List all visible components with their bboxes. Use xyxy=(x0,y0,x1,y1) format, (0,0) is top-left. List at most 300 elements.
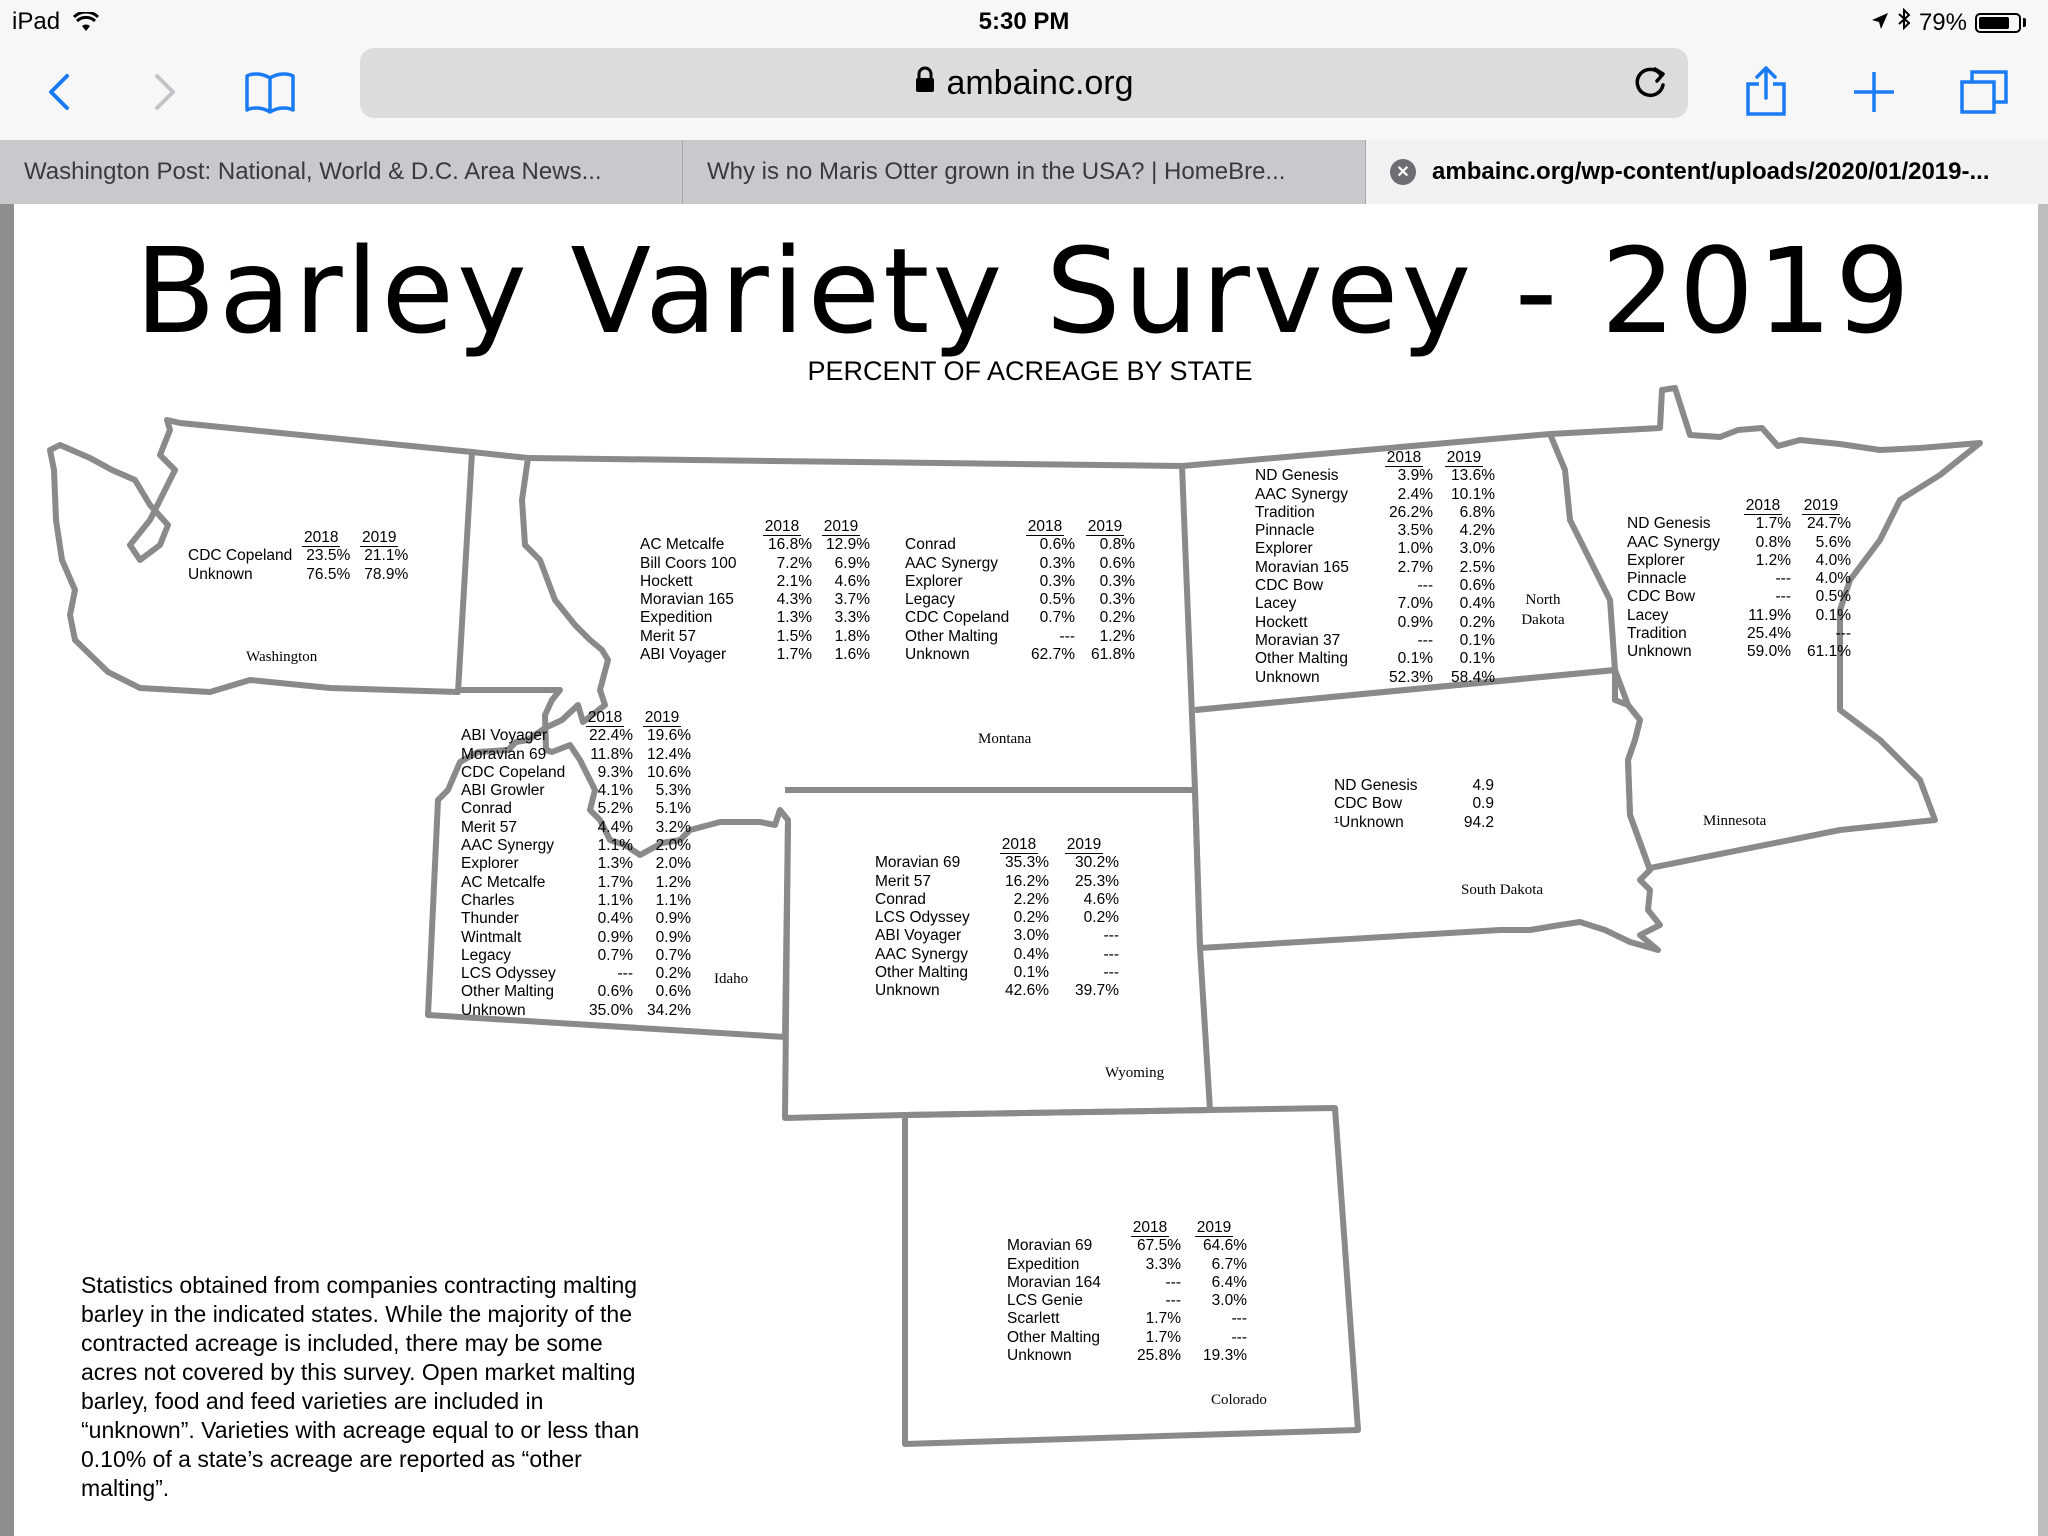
table-north-dakota xyxy=(1255,449,1495,687)
acreage-value: 19.3% xyxy=(1203,1347,1247,1365)
acreage-value: 64.6% xyxy=(1203,1237,1247,1255)
year-header: 2019 xyxy=(1196,1219,1232,1236)
table-row xyxy=(188,566,408,584)
acreage-value: 1.3% xyxy=(776,609,812,627)
year-header: 2018 xyxy=(1132,1219,1168,1236)
variety-name: Moravian 164 xyxy=(1007,1273,1101,1291)
table-row xyxy=(461,782,691,800)
acreage-value: 1.8% xyxy=(834,627,870,645)
variety-name: AC Metcalfe xyxy=(640,536,725,554)
table-row xyxy=(875,854,1119,872)
acreage-value: 0.9% xyxy=(597,928,633,946)
table-montana-left xyxy=(640,518,870,664)
acreage-value: 35.0% xyxy=(589,1001,633,1019)
variety-name: Unknown xyxy=(1255,668,1320,686)
table-row xyxy=(1627,570,1851,588)
acreage-value: 1.2% xyxy=(1099,627,1135,645)
acreage-value: 4.6% xyxy=(834,572,870,590)
variety-name: Unknown xyxy=(1627,643,1692,661)
table-montana-right xyxy=(905,518,1135,664)
close-tab-icon[interactable]: ✕ xyxy=(1390,159,1416,185)
year-header: 2019 xyxy=(1803,497,1839,514)
acreage-value: 1.1% xyxy=(655,891,691,909)
acreage-value: 52.3% xyxy=(1389,668,1433,686)
state-label-minnesota: Minnesota xyxy=(1703,813,1767,829)
variety-name: CDC Bow xyxy=(1627,588,1696,606)
acreage-value: 35.3% xyxy=(1005,854,1049,872)
variety-name: Thunder xyxy=(461,910,519,928)
acreage-value: 1.7% xyxy=(1145,1310,1181,1328)
acreage-value: --- xyxy=(1103,964,1119,982)
year-header: 2018 xyxy=(1027,518,1063,535)
acreage-value: 3.5% xyxy=(1397,522,1433,540)
acreage-value: 5.1% xyxy=(655,800,691,818)
acreage-value: 0.9% xyxy=(655,928,691,946)
state-label-wyoming: Wyoming xyxy=(1105,1065,1165,1081)
variety-name: Scarlett xyxy=(1007,1310,1060,1328)
acreage-value: 24.7% xyxy=(1807,515,1851,533)
table-row xyxy=(1007,1329,1247,1347)
variety-name: Unknown xyxy=(875,982,940,1000)
state-label-colorado: Colorado xyxy=(1211,1392,1267,1408)
variety-name: Moravian 69 xyxy=(1007,1237,1093,1255)
variety-name: Hockett xyxy=(1255,613,1308,631)
page-subtitle: PERCENT OF ACREAGE BY STATE xyxy=(807,356,1253,386)
year-header: 2018 xyxy=(1001,836,1037,853)
variety-table xyxy=(905,518,1135,664)
acreage-value: 1.3% xyxy=(597,855,633,873)
variety-name: ND Genesis xyxy=(1627,515,1711,533)
variety-name: AAC Synergy xyxy=(1627,533,1721,551)
year-header-row xyxy=(875,836,1119,854)
acreage-value: 0.1% xyxy=(1459,650,1495,668)
acreage-value: 16.8% xyxy=(768,536,812,554)
state-label-washington: Washington xyxy=(246,649,318,665)
year-header: 2018 xyxy=(304,529,339,546)
variety-name: Explorer xyxy=(461,855,519,873)
table-row xyxy=(1627,552,1851,570)
variety-table xyxy=(1007,1219,1247,1365)
acreage-value: 2.2% xyxy=(1013,890,1049,908)
variety-name: Legacy xyxy=(461,946,511,964)
acreage-value: 0.2% xyxy=(655,965,691,983)
acreage-value: 30.2% xyxy=(1075,854,1119,872)
acreage-value: 0.2% xyxy=(1013,909,1049,927)
variety-name: Wintmalt xyxy=(461,928,522,946)
table-row xyxy=(461,837,691,855)
table-row xyxy=(461,727,691,745)
table-row xyxy=(1007,1310,1247,1328)
table-row xyxy=(905,628,1135,646)
table-row xyxy=(461,855,691,873)
year-header: 2019 xyxy=(644,709,680,726)
acreage-value: 23.5% xyxy=(306,547,351,565)
variety-name: Moravian 69 xyxy=(461,745,547,763)
acreage-value: 0.5% xyxy=(1039,591,1075,609)
table-row xyxy=(461,892,691,910)
variety-name: Merit 57 xyxy=(640,627,696,645)
table-row xyxy=(1627,643,1851,661)
variety-name: Explorer xyxy=(905,572,963,590)
table-row xyxy=(905,555,1135,573)
table-row xyxy=(905,646,1135,664)
acreage-value: 59.0% xyxy=(1747,643,1791,661)
variety-name: Tradition xyxy=(1627,625,1687,643)
variety-name: Expedition xyxy=(1007,1255,1080,1273)
acreage-value: 61.8% xyxy=(1091,646,1135,664)
tab-label: ambainc.org/wp-content/uploads/2020/01/2019-... xyxy=(1432,158,1990,185)
acreage-value: 4.0% xyxy=(1815,551,1851,569)
table-row xyxy=(905,573,1135,591)
table-row xyxy=(188,547,408,565)
acreage-value: --- xyxy=(1775,570,1791,588)
variety-table xyxy=(640,518,870,664)
table-row xyxy=(1334,777,1494,795)
variety-name: CDC Bow xyxy=(1255,577,1324,595)
acreage-value: 2.1% xyxy=(776,572,812,590)
year-header: 2019 xyxy=(362,529,397,546)
url-text: ambainc.org xyxy=(946,63,1134,102)
acreage-value: 2.7% xyxy=(1397,558,1433,576)
variety-name: Hockett xyxy=(640,572,693,590)
acreage-value: 0.8% xyxy=(1099,536,1135,554)
variety-name: Conrad xyxy=(461,800,512,818)
table-row xyxy=(461,819,691,837)
acreage-value: 3.9% xyxy=(1397,467,1433,485)
acreage-value: 4.3% xyxy=(776,591,812,609)
acreage-value: 7.2% xyxy=(776,554,812,572)
year-header: 2019 xyxy=(1087,518,1123,535)
footnote-text: Statistics obtained from companies contracting malting barley in the indicated states. While the majority of the contracted acreage is included, there may be some acres not covered by this survey. Open market malting barley, food and feed varieties are included in “unknown”. Varieties with acreage equal to or less than 0.10% of a state’s acreage are reported as “other malting”. xyxy=(81,1272,640,1501)
acreage-value: --- xyxy=(1165,1292,1181,1310)
table-idaho xyxy=(461,709,691,1020)
table-row xyxy=(875,927,1119,945)
acreage-value: 4.0% xyxy=(1815,570,1851,588)
acreage-value: 0.2% xyxy=(1459,613,1495,631)
table-washington xyxy=(188,529,408,584)
acreage-value: 1.0% xyxy=(1397,540,1433,558)
acreage-value: 4.1% xyxy=(597,782,633,800)
variety-name: Other Malting xyxy=(1255,650,1349,668)
variety-name: CDC Bow xyxy=(1334,795,1403,813)
variety-name: Unknown xyxy=(1007,1347,1072,1365)
table-row xyxy=(1334,814,1494,832)
acreage-value: 42.6% xyxy=(1005,982,1049,1000)
acreage-value: 5.6% xyxy=(1815,533,1851,551)
variety-name: Lacey xyxy=(1255,595,1297,613)
table-row xyxy=(875,946,1119,964)
page-title: Barley Variety Survey - 2019 xyxy=(134,222,1914,360)
variety-name: Unknown xyxy=(905,646,970,664)
acreage-value: 0.2% xyxy=(1099,609,1135,627)
variety-name: Pinnacle xyxy=(1255,522,1315,540)
acreage-value: 4.4% xyxy=(597,818,633,836)
variety-name: Other Malting xyxy=(905,627,999,645)
table-row xyxy=(1255,595,1495,613)
acreage-value: 0.6% xyxy=(1039,536,1075,554)
acreage-value: 7.0% xyxy=(1397,595,1433,613)
table-row xyxy=(1255,669,1495,687)
tab-label: Why is no Maris Otter grown in the USA? | HomeBre... xyxy=(707,158,1286,185)
variety-name: Pinnacle xyxy=(1627,570,1687,588)
acreage-value: 13.6% xyxy=(1451,467,1495,485)
variety-name: ABI Voyager xyxy=(640,646,727,664)
acreage-value: 0.1% xyxy=(1013,964,1049,982)
variety-name: Expedition xyxy=(640,609,713,627)
year-header-row xyxy=(1627,497,1851,515)
table-row xyxy=(461,965,691,983)
acreage-value: --- xyxy=(1417,577,1433,595)
table-row xyxy=(1255,614,1495,632)
acreage-value: 19.6% xyxy=(647,727,691,745)
acreage-value: 6.4% xyxy=(1211,1273,1247,1291)
variety-name: Moravian 37 xyxy=(1255,631,1341,649)
acreage-value: 11.9% xyxy=(1748,606,1791,624)
table-row xyxy=(640,591,870,609)
table-wyoming xyxy=(875,836,1119,1001)
acreage-value: 0.4% xyxy=(597,910,633,928)
state-label-montana: Montana xyxy=(978,731,1032,747)
acreage-value: 1.7% xyxy=(776,646,812,664)
variety-name: Bill Coors 100 xyxy=(640,554,737,572)
year-header: 2019 xyxy=(1066,836,1102,853)
acreage-value: 3.3% xyxy=(1145,1255,1181,1273)
acreage-value: 10.1% xyxy=(1451,485,1495,503)
state-label-south-dakota: South Dakota xyxy=(1461,882,1544,898)
acreage-value: 58.4% xyxy=(1451,668,1495,686)
acreage-value: 0.1% xyxy=(1397,650,1433,668)
acreage-value: 67.5% xyxy=(1137,1237,1181,1255)
acreage-value: 0.3% xyxy=(1099,572,1135,590)
variety-name: Lacey xyxy=(1627,606,1669,624)
table-row xyxy=(640,628,870,646)
acreage-value: 0.6% xyxy=(655,983,691,1001)
year-header: 2019 xyxy=(823,518,859,535)
table-row xyxy=(461,764,691,782)
variety-name: ABI Voyager xyxy=(461,727,548,745)
acreage-value: --- xyxy=(1059,627,1075,645)
table-row xyxy=(1007,1256,1247,1274)
year-header-row xyxy=(1007,1219,1247,1237)
table-row xyxy=(1255,486,1495,504)
device-name: iPad xyxy=(12,8,61,35)
acreage-value: 0.6% xyxy=(1099,554,1135,572)
table-row xyxy=(905,591,1135,609)
table-row xyxy=(875,891,1119,909)
table-row xyxy=(461,929,691,947)
table-row xyxy=(1627,588,1851,606)
table-row xyxy=(905,609,1135,627)
acreage-value: --- xyxy=(1103,927,1119,945)
table-row xyxy=(640,555,870,573)
year-header-row xyxy=(461,709,691,727)
variety-name: Unknown xyxy=(461,1001,526,1019)
acreage-value: 61.1% xyxy=(1807,643,1851,661)
table-row xyxy=(461,1002,691,1020)
variety-name: CDC Copeland xyxy=(461,763,566,781)
acreage-value: 22.4% xyxy=(589,727,633,745)
year-header-row xyxy=(1255,449,1495,467)
variety-name: Conrad xyxy=(905,536,956,554)
acreage-value: --- xyxy=(1417,631,1433,649)
acreage-value: --- xyxy=(1835,625,1851,643)
year-header: 2018 xyxy=(587,709,623,726)
variety-name: AAC Synergy xyxy=(461,837,555,855)
acreage-value: 2.5% xyxy=(1459,558,1495,576)
table-row xyxy=(1007,1347,1247,1365)
acreage-value: 4.9 xyxy=(1472,777,1494,794)
acreage-value: 11.8% xyxy=(590,745,633,763)
table-row xyxy=(461,874,691,892)
variety-name: Merit 57 xyxy=(875,872,931,890)
table-minnesota xyxy=(1627,497,1851,662)
acreage-value: 0.9 xyxy=(1472,795,1494,813)
table-row xyxy=(1627,625,1851,643)
table-row xyxy=(1007,1274,1247,1292)
table-row xyxy=(1627,534,1851,552)
table-row xyxy=(1255,559,1495,577)
tab-label: Washington Post: National, World & D.C. Area News... xyxy=(24,158,602,185)
variety-name: Charles xyxy=(461,891,515,909)
acreage-value: 25.8% xyxy=(1137,1347,1181,1365)
variety-name: ND Genesis xyxy=(1334,777,1418,794)
table-row xyxy=(640,536,870,554)
variety-name: CDC Copeland xyxy=(188,547,293,565)
acreage-value: 0.1% xyxy=(1815,606,1851,624)
variety-name: Unknown xyxy=(188,565,253,583)
variety-table xyxy=(188,529,408,584)
variety-name: ND Genesis xyxy=(1255,467,1339,485)
acreage-value: 0.7% xyxy=(655,946,691,964)
acreage-value: --- xyxy=(1775,588,1791,606)
state-label-north-dakota: North Dakota xyxy=(1521,592,1565,628)
acreage-value: 10.6% xyxy=(647,763,691,781)
variety-name: AAC Synergy xyxy=(1255,485,1349,503)
acreage-value: 1.7% xyxy=(597,873,633,891)
table-row xyxy=(640,646,870,664)
table-row xyxy=(461,910,691,928)
variety-table xyxy=(1255,449,1495,687)
variety-name: AAC Synergy xyxy=(875,945,969,963)
table-row xyxy=(640,609,870,627)
acreage-value: 2.0% xyxy=(655,855,691,873)
acreage-value: 2.4% xyxy=(1397,485,1433,503)
table-row xyxy=(1007,1292,1247,1310)
acreage-value: 94.2 xyxy=(1463,813,1494,831)
acreage-value: 4.2% xyxy=(1459,522,1495,540)
acreage-value: 0.1% xyxy=(1459,631,1495,649)
variety-name: AC Metcalfe xyxy=(461,873,546,891)
acreage-value: 6.9% xyxy=(834,554,870,572)
acreage-value: 16.2% xyxy=(1005,872,1049,890)
variety-table xyxy=(875,836,1119,1001)
variety-name: LCS Odyssey xyxy=(875,909,970,927)
variety-name: Moravian 165 xyxy=(1255,558,1349,576)
acreage-value: 25.4% xyxy=(1747,625,1791,643)
acreage-value: 1.7% xyxy=(1145,1328,1181,1346)
year-header: 2019 xyxy=(1446,449,1482,466)
acreage-value: 26.2% xyxy=(1389,503,1433,521)
variety-name: ABI Growler xyxy=(461,782,545,800)
acreage-value: 0.5% xyxy=(1815,588,1851,606)
acreage-value: 9.3% xyxy=(597,763,633,781)
variety-name: LCS Odyssey xyxy=(461,965,556,983)
acreage-value: 0.3% xyxy=(1039,554,1075,572)
table-row xyxy=(875,873,1119,891)
acreage-value: 0.6% xyxy=(1459,577,1495,595)
acreage-value: 62.7% xyxy=(1031,646,1075,664)
variety-name: Other Malting xyxy=(461,983,555,1001)
state-label-idaho: Idaho xyxy=(714,971,749,987)
variety-name: Merit 57 xyxy=(461,818,517,836)
variety-name: ABI Voyager xyxy=(875,927,962,945)
acreage-value: 76.5% xyxy=(306,565,351,583)
table-row xyxy=(905,536,1135,554)
acreage-value: 3.2% xyxy=(655,818,691,836)
acreage-value: --- xyxy=(617,965,633,983)
table-row xyxy=(1627,515,1851,533)
acreage-value: 12.9% xyxy=(826,536,870,554)
acreage-value: 1.2% xyxy=(655,873,691,891)
variety-name: Explorer xyxy=(1627,551,1685,569)
acreage-value: 1.6% xyxy=(834,646,870,664)
acreage-value: 5.2% xyxy=(597,800,633,818)
acreage-value: 12.4% xyxy=(647,745,691,763)
acreage-value: 3.3% xyxy=(834,609,870,627)
table-row xyxy=(1255,650,1495,668)
variety-table xyxy=(461,709,691,1020)
acreage-value: 0.4% xyxy=(1013,945,1049,963)
year-header: 2018 xyxy=(1386,449,1422,466)
acreage-value: 0.7% xyxy=(1039,609,1075,627)
variety-name: LCS Genie xyxy=(1007,1292,1083,1310)
year-header: 2018 xyxy=(764,518,800,535)
table-row xyxy=(640,573,870,591)
acreage-value: 0.3% xyxy=(1039,572,1075,590)
table-row xyxy=(1255,632,1495,650)
table-row xyxy=(1627,607,1851,625)
acreage-value: 3.0% xyxy=(1211,1292,1247,1310)
table-row xyxy=(1255,522,1495,540)
year-header-row xyxy=(640,518,870,536)
table-row xyxy=(1255,577,1495,595)
battery-percent: 79% xyxy=(1918,8,1967,36)
variety-name: Tradition xyxy=(1255,503,1315,521)
acreage-value: 0.4% xyxy=(1459,595,1495,613)
table-row xyxy=(1255,540,1495,558)
year-header-row xyxy=(188,529,408,547)
acreage-value: 0.3% xyxy=(1099,591,1135,609)
variety-name: CDC Copeland xyxy=(905,609,1010,627)
acreage-value: 39.7% xyxy=(1075,982,1119,1000)
variety-table xyxy=(1627,497,1851,662)
acreage-value: --- xyxy=(1231,1310,1247,1328)
acreage-value: 3.7% xyxy=(834,591,870,609)
variety-table xyxy=(1334,777,1494,832)
year-header-row xyxy=(905,518,1135,536)
acreage-value: 1.2% xyxy=(1755,551,1791,569)
variety-name: Conrad xyxy=(875,890,926,908)
acreage-value: 1.5% xyxy=(776,627,812,645)
table-row xyxy=(1255,467,1495,485)
table-row xyxy=(461,800,691,818)
acreage-value: 5.3% xyxy=(655,782,691,800)
acreage-value: 6.8% xyxy=(1459,503,1495,521)
variety-name: Explorer xyxy=(1255,540,1313,558)
table-row xyxy=(461,983,691,1001)
table-row xyxy=(1255,504,1495,522)
variety-name: Moravian 69 xyxy=(875,854,961,872)
